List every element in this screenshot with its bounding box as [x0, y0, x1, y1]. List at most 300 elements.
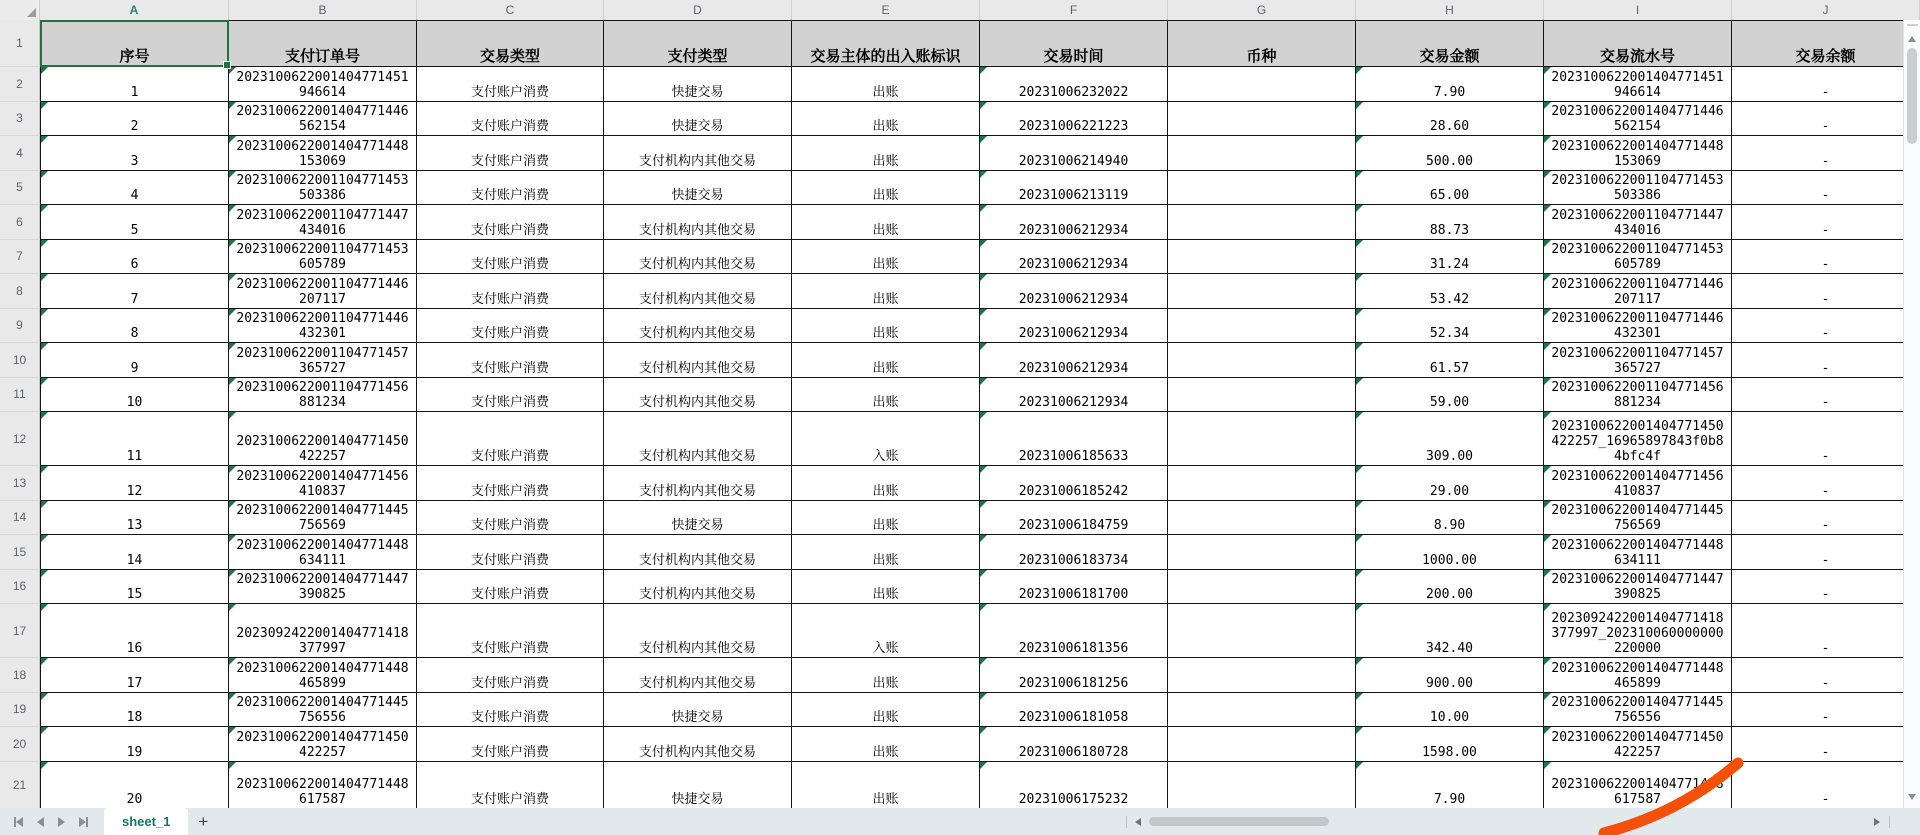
- column-header-e[interactable]: E: [792, 0, 980, 20]
- cell[interactable]: [604, 240, 792, 275]
- cell[interactable]: [229, 693, 417, 728]
- cell[interactable]: [792, 378, 980, 413]
- cell[interactable]: [980, 658, 1168, 693]
- horizontal-scrollbar[interactable]: [1126, 808, 1329, 835]
- cell[interactable]: [229, 20, 417, 67]
- error-triangle-icon: [229, 309, 236, 316]
- cell[interactable]: [792, 343, 980, 378]
- cell[interactable]: [1168, 171, 1356, 206]
- cell[interactable]: [417, 658, 604, 693]
- cell[interactable]: [1732, 378, 1920, 413]
- cell[interactable]: [792, 604, 980, 658]
- cell[interactable]: [1168, 240, 1356, 275]
- prev-sheet-button[interactable]: [37, 816, 44, 828]
- cell[interactable]: [1168, 412, 1356, 466]
- error-triangle-icon: [980, 535, 987, 542]
- cell[interactable]: [1356, 240, 1544, 275]
- cell[interactable]: [1168, 658, 1356, 693]
- error-triangle-icon: [1356, 658, 1363, 665]
- row-number-9[interactable]: 9: [0, 309, 40, 344]
- column-header-a[interactable]: A: [40, 0, 229, 20]
- cell[interactable]: [1168, 501, 1356, 536]
- cell[interactable]: [229, 205, 417, 240]
- cell[interactable]: [1732, 762, 1920, 809]
- cell[interactable]: [1356, 658, 1544, 693]
- cell[interactable]: [792, 570, 980, 605]
- cell[interactable]: [1356, 604, 1544, 658]
- cell[interactable]: [1544, 570, 1732, 605]
- cell[interactable]: [1356, 535, 1544, 570]
- cell[interactable]: [980, 67, 1168, 102]
- cell[interactable]: [1732, 136, 1920, 171]
- cell[interactable]: [229, 309, 417, 344]
- row-number-11[interactable]: 11: [0, 378, 40, 413]
- cell-text: 2023100622001404771448634111: [1551, 537, 1724, 568]
- cell[interactable]: [40, 762, 229, 809]
- cell[interactable]: [40, 412, 229, 466]
- cell[interactable]: [229, 102, 417, 137]
- cell[interactable]: [980, 693, 1168, 728]
- cell[interactable]: [40, 20, 229, 67]
- cell[interactable]: [792, 727, 980, 762]
- cell[interactable]: [792, 693, 980, 728]
- cell[interactable]: [604, 604, 792, 658]
- cell[interactable]: [229, 240, 417, 275]
- cell[interactable]: [417, 240, 604, 275]
- cell[interactable]: [1168, 570, 1356, 605]
- table-row: [0, 136, 1920, 171]
- cell[interactable]: [1732, 274, 1920, 309]
- cell[interactable]: [40, 378, 229, 413]
- row-number-14[interactable]: 14: [0, 501, 40, 536]
- cell[interactable]: [1544, 693, 1732, 728]
- cell[interactable]: [1544, 67, 1732, 102]
- cell[interactable]: [1544, 535, 1732, 570]
- column-header-i[interactable]: I: [1544, 0, 1732, 20]
- cell[interactable]: [604, 466, 792, 501]
- cell[interactable]: [1732, 466, 1920, 501]
- cell[interactable]: [40, 102, 229, 137]
- cell[interactable]: [1544, 466, 1732, 501]
- cell[interactable]: [417, 604, 604, 658]
- cell[interactable]: [417, 727, 604, 762]
- scroll-down-icon[interactable]: [1908, 794, 1916, 800]
- error-triangle-icon: [229, 240, 236, 247]
- cell[interactable]: [980, 378, 1168, 413]
- cell-text: 支付机构内其他交易: [638, 641, 756, 656]
- first-sheet-button[interactable]: [14, 816, 23, 828]
- cell[interactable]: [604, 378, 792, 413]
- cell[interactable]: [980, 171, 1168, 206]
- cell-text: 20231006183734: [1018, 552, 1129, 568]
- cell[interactable]: [1356, 309, 1544, 344]
- cell[interactable]: [40, 727, 229, 762]
- row-number-5[interactable]: 5: [0, 171, 40, 206]
- error-triangle-icon: [980, 658, 987, 665]
- cell[interactable]: [980, 240, 1168, 275]
- cell-text: 20231006181700: [1018, 587, 1129, 602]
- cell[interactable]: [604, 693, 792, 728]
- cell[interactable]: [1732, 693, 1920, 728]
- cell[interactable]: [604, 67, 792, 102]
- row-number-7[interactable]: 7: [0, 240, 40, 275]
- cell[interactable]: [604, 570, 792, 605]
- select-all-corner[interactable]: [0, 0, 40, 20]
- cell[interactable]: [1732, 535, 1920, 570]
- cell[interactable]: [1544, 604, 1732, 658]
- cell[interactable]: [417, 136, 604, 171]
- cell[interactable]: [1544, 240, 1732, 275]
- cell[interactable]: [417, 20, 604, 67]
- cell[interactable]: [792, 136, 980, 171]
- cell[interactable]: [792, 466, 980, 501]
- cell[interactable]: [1168, 378, 1356, 413]
- column-header-b[interactable]: B: [229, 0, 417, 20]
- cell[interactable]: [604, 762, 792, 809]
- cell[interactable]: [229, 501, 417, 536]
- cell[interactable]: [1732, 67, 1920, 102]
- sheet-tab-active[interactable]: [104, 808, 188, 835]
- cell[interactable]: [792, 535, 980, 570]
- cell[interactable]: [1168, 693, 1356, 728]
- cell[interactable]: [1168, 274, 1356, 309]
- cell[interactable]: [980, 136, 1168, 171]
- cell[interactable]: [1356, 274, 1544, 309]
- cell[interactable]: [604, 102, 792, 137]
- cell-text: 支付机构内其他交易: [638, 483, 756, 499]
- row-number-20[interactable]: 20: [0, 727, 40, 762]
- cell[interactable]: [40, 535, 229, 570]
- cell[interactable]: [1356, 67, 1544, 102]
- cell[interactable]: [604, 136, 792, 171]
- cell-text: 出账: [872, 710, 899, 725]
- error-triangle-icon: [229, 658, 236, 665]
- cell[interactable]: [229, 378, 417, 413]
- cell[interactable]: [417, 535, 604, 570]
- cell[interactable]: [604, 727, 792, 762]
- row-number-15[interactable]: 15: [0, 535, 40, 570]
- table-row: [0, 658, 1920, 693]
- cell[interactable]: [1168, 309, 1356, 344]
- error-triangle-icon: [1544, 102, 1551, 109]
- cell[interactable]: [980, 343, 1168, 378]
- cell[interactable]: [1544, 309, 1732, 344]
- cell[interactable]: [604, 535, 792, 570]
- cell-text: 支付账户消费: [470, 675, 549, 691]
- cell[interactable]: [229, 727, 417, 762]
- cell[interactable]: [1732, 20, 1920, 67]
- cell-text: 1: [130, 84, 139, 100]
- table-row: [0, 604, 1920, 658]
- cell[interactable]: [1544, 102, 1732, 137]
- cell[interactable]: [980, 570, 1168, 605]
- error-triangle-icon: [41, 762, 48, 769]
- cell[interactable]: [229, 658, 417, 693]
- cell-text: 2023100622001104771456881234: [236, 380, 409, 410]
- row-number-1[interactable]: 1: [0, 20, 40, 67]
- cell[interactable]: [980, 309, 1168, 344]
- cell[interactable]: [1732, 309, 1920, 344]
- cell[interactable]: [1168, 136, 1356, 171]
- error-triangle-icon: [41, 309, 48, 316]
- cell[interactable]: [417, 570, 604, 605]
- column-header-c[interactable]: C: [417, 0, 604, 20]
- cell[interactable]: [1732, 570, 1920, 605]
- cell[interactable]: [229, 412, 417, 466]
- cell[interactable]: [417, 309, 604, 344]
- cell[interactable]: [1544, 171, 1732, 206]
- cell-text: 支付类型: [667, 49, 728, 65]
- row-number-18[interactable]: 18: [0, 658, 40, 693]
- cell[interactable]: [792, 309, 980, 344]
- cell[interactable]: [980, 274, 1168, 309]
- cell[interactable]: [417, 343, 604, 378]
- cell-text: 1598.00: [1422, 744, 1477, 760]
- cell[interactable]: [40, 309, 229, 344]
- cell[interactable]: [1544, 501, 1732, 536]
- cell[interactable]: [1356, 378, 1544, 413]
- cell[interactable]: [1168, 67, 1356, 102]
- cell[interactable]: [1732, 171, 1920, 206]
- cell[interactable]: [1732, 412, 1920, 466]
- cell[interactable]: [792, 412, 980, 466]
- column-header-g[interactable]: G: [1168, 0, 1356, 20]
- cell[interactable]: [1356, 102, 1544, 137]
- cell[interactable]: [1356, 570, 1544, 605]
- cell[interactable]: [229, 535, 417, 570]
- cell[interactable]: [229, 171, 417, 206]
- row-number-10[interactable]: 10: [0, 343, 40, 378]
- split-handle[interactable]: [1907, 24, 1918, 26]
- cell-text: 支付账户消费: [470, 153, 549, 169]
- error-triangle-icon: [1356, 240, 1363, 247]
- cell[interactable]: [417, 171, 604, 206]
- cell[interactable]: [1356, 466, 1544, 501]
- cell[interactable]: [40, 466, 229, 501]
- row-number-17[interactable]: 17: [0, 604, 40, 658]
- cell[interactable]: [604, 20, 792, 67]
- cell[interactable]: [1732, 102, 1920, 137]
- row-number-13[interactable]: 13: [0, 466, 40, 501]
- cell[interactable]: [40, 658, 229, 693]
- cell[interactable]: [417, 412, 604, 466]
- cell[interactable]: [229, 762, 417, 809]
- cell[interactable]: [1356, 171, 1544, 206]
- error-triangle-icon: [1544, 240, 1551, 247]
- cell[interactable]: [1168, 102, 1356, 137]
- cell[interactable]: [229, 274, 417, 309]
- cell[interactable]: [792, 240, 980, 275]
- cell[interactable]: [229, 136, 417, 171]
- cell[interactable]: [792, 501, 980, 536]
- cell[interactable]: [417, 67, 604, 102]
- cell[interactable]: [417, 102, 604, 137]
- cell[interactable]: [40, 136, 229, 171]
- cell[interactable]: [1168, 762, 1356, 809]
- cell[interactable]: [792, 762, 980, 809]
- cell[interactable]: [229, 343, 417, 378]
- cell[interactable]: [1732, 343, 1920, 378]
- cell[interactable]: [40, 205, 229, 240]
- cell[interactable]: [1356, 343, 1544, 378]
- cell[interactable]: [1356, 693, 1544, 728]
- cell[interactable]: [417, 501, 604, 536]
- cell-text: 快捷交易: [671, 119, 724, 134]
- cell[interactable]: [1168, 343, 1356, 378]
- cell[interactable]: [417, 378, 604, 413]
- cell[interactable]: [1544, 412, 1732, 466]
- row-number-8[interactable]: 8: [0, 274, 40, 309]
- cell[interactable]: [229, 67, 417, 102]
- cell[interactable]: [40, 604, 229, 658]
- cell[interactable]: [604, 658, 792, 693]
- add-sheet-button[interactable]: +: [198, 812, 209, 831]
- cell[interactable]: [980, 762, 1168, 809]
- cell[interactable]: [1544, 378, 1732, 413]
- column-header-f[interactable]: F: [980, 0, 1168, 20]
- cell-text: 支付机构内其他交易: [638, 257, 756, 272]
- next-sheet-button[interactable]: [58, 816, 65, 828]
- cell-text: -: [1821, 641, 1830, 656]
- cell[interactable]: [229, 570, 417, 605]
- cell[interactable]: [1732, 658, 1920, 693]
- cell[interactable]: [1732, 727, 1920, 762]
- cell[interactable]: [417, 762, 604, 809]
- cell[interactable]: [1732, 604, 1920, 658]
- cell-text: 支付账户消费: [470, 518, 549, 533]
- vertical-scroll-thumb[interactable]: [1907, 48, 1917, 144]
- row-number-4[interactable]: 4: [0, 136, 40, 171]
- cell[interactable]: [1544, 136, 1732, 171]
- cell[interactable]: [792, 67, 980, 102]
- cell[interactable]: [792, 171, 980, 206]
- cell[interactable]: [40, 570, 229, 605]
- cell-text: 支付机构内其他交易: [638, 552, 756, 568]
- cell[interactable]: [1168, 535, 1356, 570]
- cell-text: 支付账户消费: [470, 587, 549, 602]
- cell[interactable]: [1356, 501, 1544, 536]
- cell[interactable]: [1356, 412, 1544, 466]
- cell[interactable]: [792, 658, 980, 693]
- cell[interactable]: [604, 309, 792, 344]
- scroll-up-icon[interactable]: [1908, 36, 1916, 42]
- cell[interactable]: [1168, 466, 1356, 501]
- cell[interactable]: [980, 535, 1168, 570]
- cell[interactable]: [417, 466, 604, 501]
- cell[interactable]: [980, 466, 1168, 501]
- cell[interactable]: [980, 205, 1168, 240]
- cell[interactable]: [1168, 20, 1356, 67]
- cell[interactable]: [1732, 240, 1920, 275]
- last-sheet-button[interactable]: [79, 816, 88, 828]
- row-number-21[interactable]: 21: [0, 762, 40, 809]
- cell[interactable]: [792, 205, 980, 240]
- row-number-19[interactable]: 19: [0, 693, 40, 728]
- cell[interactable]: [980, 727, 1168, 762]
- cell-text: 支付机构内其他交易: [638, 360, 756, 376]
- cell[interactable]: [980, 412, 1168, 466]
- cell-text: 出账: [872, 483, 899, 499]
- cell[interactable]: [417, 205, 604, 240]
- cell[interactable]: [604, 412, 792, 466]
- row-number-12[interactable]: 12: [0, 412, 40, 466]
- cell[interactable]: [604, 205, 792, 240]
- cell[interactable]: [792, 102, 980, 137]
- cell[interactable]: [1356, 20, 1544, 67]
- cell[interactable]: [1544, 727, 1732, 762]
- cell[interactable]: [604, 343, 792, 378]
- cell[interactable]: [40, 171, 229, 206]
- cell[interactable]: [40, 240, 229, 275]
- cell[interactable]: [1356, 205, 1544, 240]
- scroll-right-icon[interactable]: [1874, 818, 1880, 826]
- cell[interactable]: [980, 20, 1168, 67]
- horizontal-scroll-thumb[interactable]: [1149, 817, 1329, 826]
- cell[interactable]: [980, 102, 1168, 137]
- cell[interactable]: [1168, 604, 1356, 658]
- cell[interactable]: [1544, 274, 1732, 309]
- cell[interactable]: [1544, 20, 1732, 67]
- cell[interactable]: [1356, 727, 1544, 762]
- scroll-left-icon[interactable]: [1135, 818, 1141, 826]
- cell[interactable]: [1544, 343, 1732, 378]
- row-number-16[interactable]: 16: [0, 570, 40, 605]
- cell[interactable]: [40, 67, 229, 102]
- cell-text: 2023100622001404771451946614: [236, 69, 409, 100]
- cell-text: -: [1821, 291, 1830, 307]
- cell[interactable]: [417, 274, 604, 309]
- row-number-2[interactable]: 2: [0, 67, 40, 102]
- cell[interactable]: [604, 171, 792, 206]
- cell-text: 支付账户消费: [470, 641, 549, 656]
- cell[interactable]: [40, 693, 229, 728]
- cell-text: 20231006212934: [1018, 291, 1129, 307]
- cell[interactable]: [980, 604, 1168, 658]
- cell[interactable]: [1544, 658, 1732, 693]
- cell[interactable]: [1356, 762, 1544, 809]
- cell[interactable]: [792, 20, 980, 67]
- row-number-6[interactable]: 6: [0, 205, 40, 240]
- cell[interactable]: [417, 693, 604, 728]
- column-header-d[interactable]: D: [604, 0, 792, 20]
- cell[interactable]: [980, 501, 1168, 536]
- cell[interactable]: [604, 274, 792, 309]
- row-number-3[interactable]: 3: [0, 102, 40, 137]
- error-triangle-icon: [1356, 762, 1363, 769]
- cell-text: 出账: [872, 791, 899, 807]
- error-triangle-icon: [41, 604, 48, 611]
- cell[interactable]: [40, 501, 229, 536]
- cell-text: 交易时间: [1043, 49, 1104, 65]
- cell[interactable]: [229, 604, 417, 658]
- vertical-scrollbar[interactable]: [1903, 20, 1920, 808]
- cell[interactable]: [40, 343, 229, 378]
- cell[interactable]: [604, 501, 792, 536]
- column-header-j[interactable]: J: [1732, 0, 1920, 20]
- cell[interactable]: [1356, 136, 1544, 171]
- cell[interactable]: [1168, 205, 1356, 240]
- cell[interactable]: [1544, 205, 1732, 240]
- cell[interactable]: [1168, 727, 1356, 762]
- cell[interactable]: [229, 466, 417, 501]
- cell-text: 支付账户消费: [470, 791, 549, 807]
- cell[interactable]: [40, 274, 229, 309]
- cell[interactable]: [1732, 501, 1920, 536]
- cell[interactable]: [792, 274, 980, 309]
- cell[interactable]: [1544, 762, 1732, 809]
- column-header-h[interactable]: H: [1356, 0, 1544, 20]
- cell[interactable]: [1732, 205, 1920, 240]
